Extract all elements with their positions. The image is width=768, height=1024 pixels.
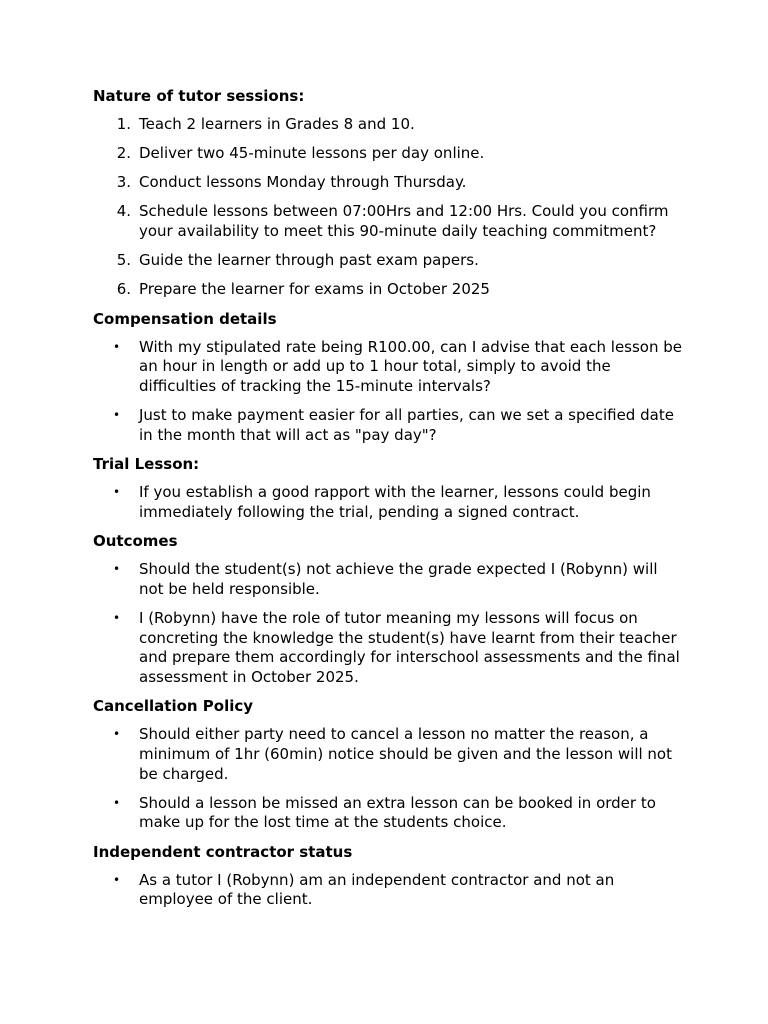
list-item-text: Should either party need to cancel a lesson no matter the reason, a minimum of 1hr (60min) notice should be given and the lesson will not be charged. bbox=[139, 725, 672, 783]
section-heading-nature-of-tutor-sessions: Nature of tutor sessions: bbox=[93, 87, 305, 105]
bulleted-list-trial-lesson bbox=[93, 483, 683, 522]
list-item bbox=[93, 560, 683, 599]
list-number: 5. bbox=[116, 250, 131, 269]
list-item-text: Deliver two 45-minute lessons per day online. bbox=[139, 144, 485, 163]
bullet-icon: • bbox=[113, 727, 121, 742]
section-heading-outcomes: Outcomes bbox=[93, 532, 178, 551]
section-heading-trial-lesson: Trial Lesson: bbox=[93, 455, 200, 474]
bullet-icon: • bbox=[113, 872, 121, 887]
list-item-text: Teach 2 learners in Grades 8 and 10. bbox=[139, 115, 415, 133]
list-number: 3. bbox=[116, 173, 131, 192]
list-number: 2. bbox=[116, 144, 131, 163]
list-item-text: If you establish a good rapport with the learner, lessons could begin immediately following the trial, pending a signed contract. bbox=[139, 483, 651, 521]
list-item bbox=[93, 609, 683, 687]
list-item bbox=[93, 871, 683, 910]
list-item-text: As a tutor I (Robynn) am an independent contractor and not an employee of the client. bbox=[139, 870, 615, 909]
document-body bbox=[93, 86, 683, 919]
bullet-icon: • bbox=[113, 485, 121, 500]
list-item-text: Guide the learner through past exam papers. bbox=[139, 250, 479, 269]
list-item bbox=[93, 794, 683, 833]
bullet-icon: • bbox=[113, 562, 121, 577]
list-item-text: I (Robynn) have the role of tutor meaning my lessons will focus on concreting the knowledge the student(s) have learnt from their teacher and prepare them accordingly for interschool assessments and the final assessment in October 2025. bbox=[139, 609, 680, 686]
section-heading-cancellation-policy: Cancellation Policy bbox=[93, 697, 254, 716]
bullet-icon: • bbox=[113, 795, 121, 810]
list-item bbox=[93, 173, 683, 193]
list-number: 6. bbox=[116, 280, 131, 299]
list-item-text: Should the student(s) not achieve the grade expected I (Robynn) will not be held responsible. bbox=[139, 560, 658, 598]
list-item bbox=[93, 144, 683, 164]
bullet-icon: • bbox=[113, 339, 121, 354]
list-item bbox=[93, 115, 683, 135]
bulleted-list-outcomes bbox=[93, 560, 683, 687]
list-number: 1. bbox=[116, 115, 131, 133]
list-item bbox=[93, 202, 683, 241]
bullet-icon: • bbox=[113, 611, 121, 625]
numbered-list-tutor-sessions bbox=[93, 115, 683, 300]
list-item-text: Schedule lessons between 07:00Hrs and 12:00 Hrs. Could you confirm your availability to meet this 90-minute daily teaching commitment? bbox=[139, 202, 669, 240]
list-item bbox=[93, 483, 683, 522]
list-number: 4. bbox=[116, 202, 131, 221]
list-item-text: Prepare the learner for exams in October 2025 bbox=[139, 280, 490, 299]
list-item bbox=[93, 280, 683, 300]
bulleted-list-compensation bbox=[93, 338, 683, 445]
section-heading-independent-contractor-status: Independent contractor status bbox=[93, 842, 353, 861]
list-item-text: Just to make payment easier for all parties, can we set a specified date in the month that will act as "pay day"? bbox=[139, 405, 674, 444]
section-heading-compensation-details: Compensation details bbox=[93, 309, 277, 328]
list-item bbox=[93, 338, 683, 397]
list-item-text: Conduct lessons Monday through Thursday. bbox=[139, 173, 467, 192]
list-item bbox=[93, 725, 683, 784]
list-item-text: Should a lesson be missed an extra lesson can be booked in order to make up for the lost time at the students choice. bbox=[139, 793, 656, 832]
list-item bbox=[93, 251, 683, 271]
list-item-text: With my stipulated rate being R100.00, can I advise that each lesson be an hour in length or add up to 1 hour total, simply to avoid the difficulties of tracking the 15-minute intervals? bbox=[139, 337, 683, 395]
list-item bbox=[93, 406, 683, 445]
bulleted-list-cancellation bbox=[93, 725, 683, 832]
bullet-icon: • bbox=[113, 407, 121, 422]
bulleted-list-contractor-status bbox=[93, 871, 683, 910]
